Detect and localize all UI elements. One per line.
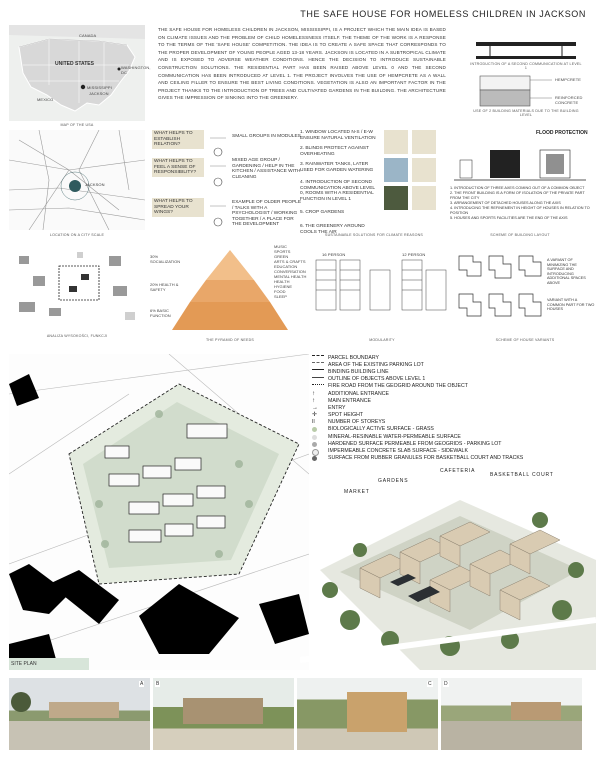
legend-row: BINDING BUILDING LINE <box>312 368 592 375</box>
site-location-marker <box>69 180 81 192</box>
need-8: HEALTH <box>274 279 290 284</box>
pyramid-left-3: 6% BASIC FUNCTION <box>150 308 171 318</box>
axon-label-basketball: BASKETBALL COURT <box>490 472 554 478</box>
flood-item-4: 4. INTRODUCING THE REFINEMENT IN HEIGHT OF HOUSES IN RELATION TO POSITION <box>450 206 590 215</box>
photo-d-label: D <box>444 681 448 687</box>
page-title: THE SAFE HOUSE FOR HOMELESS CHILDREN IN JACKSON <box>300 9 586 19</box>
photo-a-label: A <box>140 681 144 687</box>
pyramid-middle <box>190 280 270 302</box>
site-plan-label: SITE PLAN <box>11 661 37 667</box>
window-icon <box>384 130 408 154</box>
need-3: GREEN <box>274 254 289 259</box>
variant-text-2: VARIANT WITH A COMMON PART FOR TWO HOUSES <box>547 298 595 312</box>
blinds-icon <box>412 130 436 154</box>
climate-item-4: 4. INTRODUCTION OF SECOND COMMUNICATION ABOVE LEVEL 0, ROOMS WITH A RESIDENTIAL FUNCTION IN LEVEL 1 <box>300 180 375 202</box>
axonometric-view <box>300 460 596 670</box>
need-5: EDUCATION <box>274 264 298 269</box>
concrete-label: REINFORCED CONCRETE <box>555 95 583 105</box>
rain-tank-icon <box>384 158 408 182</box>
analysis-diagram <box>9 246 145 332</box>
pyramid-top <box>206 250 254 280</box>
legend-row: ↑ MAIN ENTRANCE <box>312 397 371 404</box>
climate-item-2: 2. BLINDS PROTECT AGAINST OVERHEATING <box>300 146 369 157</box>
map-label-dc: WASHINGTON, DC <box>121 65 151 75</box>
need-1: MUSIC <box>274 244 287 249</box>
photo-d <box>441 678 582 750</box>
variants-diagram <box>455 250 595 334</box>
need-7: MENTAL HEALTH <box>274 274 307 279</box>
city-caption: LOCATION ON A CITY SCALE <box>49 233 105 237</box>
modularity-diagram <box>312 250 452 330</box>
materials-caption: USE OF 2 BUILDING MATERIALS DUE TO THE BUILDING LEVEL <box>473 109 579 117</box>
legend-row: PARCEL BOUNDARY <box>312 354 592 361</box>
tree-icon <box>412 186 436 210</box>
need-11: SLEEP <box>274 294 287 299</box>
legend-row: FIRE ROAD FROM THE GEOGRID AROUND THE OBJECT <box>312 383 592 390</box>
answer-3: EXAMPLE OF OLDER PEOPLE / TALKS WITH A PSYCHOLOGIST / WORKING TOGETHER / A PLACE FOR THE DEVELOPMENT <box>232 200 302 228</box>
photo-c-label: C <box>428 681 432 687</box>
modularity-12: 12 PERSON <box>402 252 426 257</box>
need-4: ARTS & CRAFTS <box>274 259 306 264</box>
flood-item-5: 5. HOUSES AND SPORTS FACILITIES ARE THE END OF THE AXIS <box>450 216 568 220</box>
need-2: SPORTS <box>274 249 291 254</box>
axon-label-market: MARKET <box>344 489 370 495</box>
need-9: HYGIENE <box>274 284 293 289</box>
flood-diagram <box>450 140 590 184</box>
legend-row: MINERAL-RESINABLE WATER-PERMEABLE SURFACE <box>312 433 592 440</box>
legend-row: BIOLOGICALLY ACTIVE SURFACE - GRASS <box>312 426 592 433</box>
pyramid-caption: THE PYRAMID OF NEEDS <box>206 338 254 342</box>
flood-item-1: 1. INTRODUCTION OF THREE AXES COMING OUT OF A COMMON OBJECT <box>450 186 585 190</box>
pyramid-left-2: 20% HEALTH & SAFETY <box>150 282 179 292</box>
map-label-jackson: JACKSON <box>89 91 109 96</box>
mississippi-marker <box>81 85 85 89</box>
legend-row: AREA OF THE EXISTING PARKING LOT <box>312 361 592 368</box>
legend-row: II NUMBER OF STOREYS <box>312 419 386 426</box>
legend-row: OUTLINE OF OBJECTS ABOVE LEVEL 1 <box>312 376 592 383</box>
need-10: FOOD <box>274 289 286 294</box>
climate-item-5: 5. CROP GARDENS <box>300 210 345 215</box>
photo-a <box>9 678 150 750</box>
flood-item-3: 3. ARRANGEMENT OF DETACHED HOUSES ALONG THE AXIS <box>450 201 561 205</box>
climate-item-6: 6. THE GREENERY AROUND COOLS THE AIR <box>300 224 365 235</box>
flood-item-2: 2. THE FRONT BUILDING IS A FORM OF ISOLATION OF THE PRIVATE PART FROM THE CITY <box>450 191 585 200</box>
city-label: JACKSON <box>85 182 105 187</box>
questions-panel <box>152 130 302 250</box>
photo-b-label: B <box>156 681 160 687</box>
answer-2: MIXED AGE GROUP / GARDENING / HELP IN THE KITCHEN / ASSISTANCE WITH CLEANING <box>232 158 301 180</box>
variants-caption: SCHEME OF HOUSE VARIANTS <box>495 338 555 342</box>
photo-c <box>297 678 438 750</box>
modularity-caption: MODULARITY <box>369 338 395 342</box>
site-plan <box>9 354 309 670</box>
hempcrete-label: HEMPCRETE <box>555 77 582 82</box>
modularity-16: 16 PERSON <box>322 252 346 257</box>
pyramid-of-needs <box>150 246 310 336</box>
site-legend <box>312 354 592 462</box>
map-label-mexico: MEXICO <box>37 97 54 102</box>
flood-title: FLOOD PROTECTION <box>536 130 588 136</box>
city-map <box>9 130 145 230</box>
legend-row: ↑ ADDITIONAL ENTRANCE <box>312 390 389 397</box>
map-caption: MAP OF THE USA <box>60 123 94 127</box>
climate-item-3: 3. RAINWATER TANKS, LATER USED FOR GARDEN WATERING <box>300 162 374 173</box>
climate-caption: SUSTAINABLE SOLUTIONS FOR CLIMATE REASONS <box>325 233 423 237</box>
pyramid-left-1: 30% SOCIALIZATION <box>150 254 181 264</box>
map-label-canada: CANADA <box>79 33 97 38</box>
answer-1: SMALL GROUPS IN MODULES <box>232 134 301 139</box>
usa-map <box>9 25 151 121</box>
legend-row: ✛ SPOT HEIGHT <box>312 412 364 419</box>
legend-row: IMPERMEABLE CONCRETE SLAB SURFACE - SIDEWALK <box>312 447 592 454</box>
need-6: CONVERSATION <box>274 269 306 274</box>
legend-row: → ENTRY <box>312 404 346 411</box>
question-1: WHAT HELPS TO ESTABLISH RELATION? <box>152 130 204 149</box>
question-3: WHAT HELPS TO SPREAD YOUR WINGS? <box>152 198 204 217</box>
axon-label-gardens: GARDENS <box>378 478 409 484</box>
legend-row: HARDENED SURFACE PERMEABLE FROM GEOGRIDS - PARKING LOT <box>312 440 592 447</box>
map-label-mississippi: MISSISSIPPI <box>87 85 112 90</box>
map-label-us: UNITED STATES <box>55 61 94 67</box>
question-2: WHAT HELPS TO FEEL A SENSE OF RESPONSIBILITY? <box>152 158 204 177</box>
axon-label-cafeteria: CAFETERIA <box>440 468 476 474</box>
photo-b <box>153 678 294 750</box>
pyramid-base <box>172 302 288 330</box>
intro-paragraph: THE SAFE HOUSE FOR HOMELESS CHILDREN IN JACKSON, MISSISSIPPI, IS A PROJECT WHICH THE MAIN IDEA IS BASED ON CLIMATE ISSUES AND THE PROBLEM OF CHILD HOMELESSNESS ITSELF. THE THEME OF THE WORK IS A RESPONSE TO THE TERMS OF THE 'SAFE HOUSE' COMPETITION. THE IDEA IS TO CREATE A SAFE SPACE THAT CORRESPONDS TO THE PROPER DEVELOPMENT OF YOUNG PEOPLE AGED 13-18 YEARS. JACKSON IS LOCATED IN A SUBTROPICAL CLIMATE AND IS EXPOSED TO ADVERSE WEATHER CONDITIONS. HENCE THE DECISION TO INTRODUCE SUSTAINABLE CONSTRUCTION SOLUTIONS. THE RESIDENTIAL PART HAS BEEN RAISED ABOVE LEVEL 0 AND THE SECOND COMMUNICATION HAS BEEN INTRODUCED AT LEVEL 1. THE PROJECT INVOLVES THE USE OF HEMPCRETE AS A WALL AND CEILING FILLER TO ENSURE THE BEST LIVING CONDITIONS. VEGETATION IS ALSO AN IMPORTANT FACTOR IN THE PROJECT THANKS TO THE INTRODUCTION OF TREES AND CULTIVATED GARDENS IN THE BUILDING. THE ARCHITECTURE GIVES THE IMPRESSION OF SINKING INTO THE GREENERY. <box>158 27 446 101</box>
communication-icon <box>412 158 436 182</box>
legend-row: SURFACE FROM RUBBER GRANULES FOR BASKETBALL COURT AND TRACKS <box>312 455 592 462</box>
layout-caption: SCHEME OF BUILDING LAYOUT <box>490 233 550 237</box>
garden-icon <box>384 186 408 210</box>
variant-text-1: A VARIANT OF MINIMIZING THE SURFACE AND INTRODUCING ADDITIONAL SPACES ABOVE <box>547 258 586 285</box>
comm-caption: INTRODUCTION OF A SECOND COMMUNICATION AT LEVEL 1 <box>470 62 582 70</box>
climate-panel <box>300 130 440 250</box>
climate-item-1: 1. WINDOW LOCATED N-S / E-W ENSURE NATURAL VENTILATION <box>300 130 376 141</box>
analysis-caption: ANALIZA WYSOKOŚCI, FUNKCJI <box>46 334 108 338</box>
